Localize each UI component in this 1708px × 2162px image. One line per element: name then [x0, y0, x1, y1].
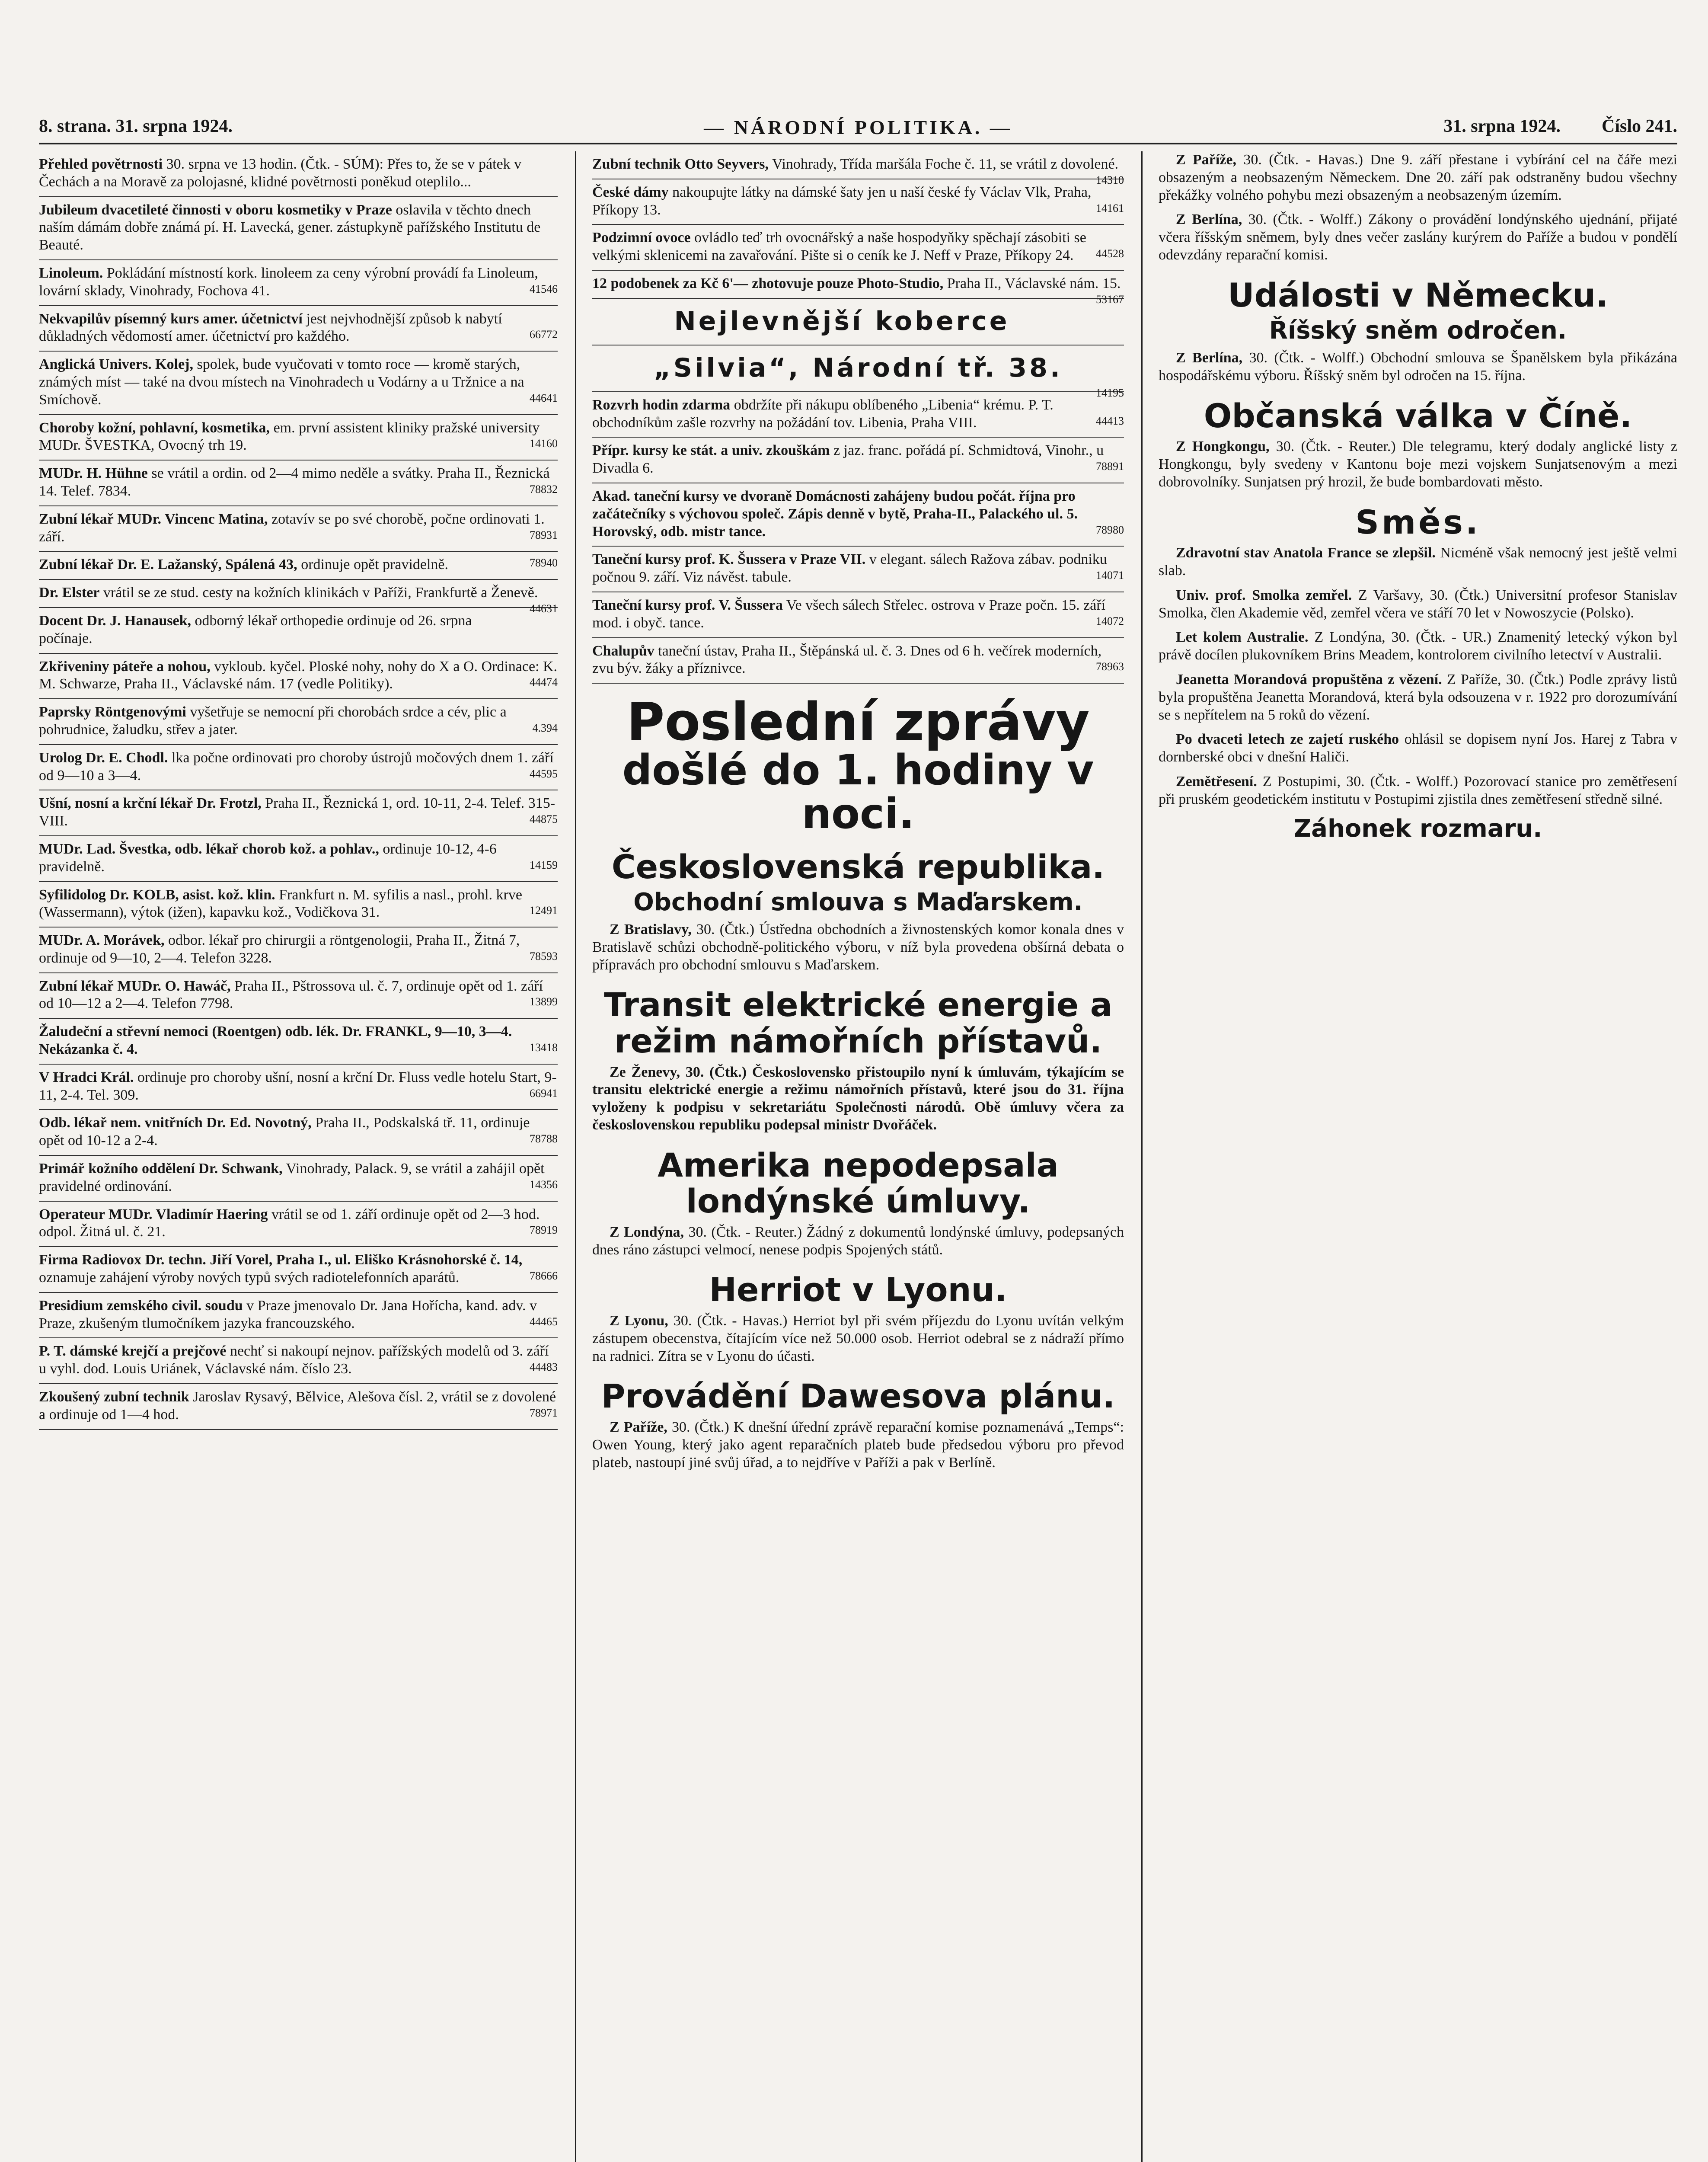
- ad-number: 66772: [530, 328, 558, 341]
- classified-ad: [592, 392, 1124, 438]
- article-paragraph: [592, 1224, 1124, 1259]
- news-item-text: Z Paříže, 30. (Čtk.) Podle zprávy listů byla propuštěna Jeanetta Morandová, která byla odsouzena v r. 1922 pro dorozumívání se s nepřítelem na 5 roků do vězení.: [1159, 671, 1677, 723]
- ad-text: zotavív se po své chorobě, počne ordinovati 1. září.: [39, 511, 545, 545]
- news-item: [1159, 671, 1677, 724]
- classified-ad: [39, 552, 558, 580]
- ad-text: Jaroslav Rysavý, Bělvice, Alešova čísl. 2, vrátil se z dovolené a ordinuje od 1—4 hod.: [39, 1389, 556, 1423]
- classified-ad: [39, 1338, 558, 1384]
- classified-ad: [592, 271, 1124, 306]
- article-paragraph: [1159, 211, 1677, 264]
- ad-text: ordinuje opět pravidelně.: [301, 556, 449, 573]
- ad-title: Odb. lékař nem. vnitřních Dr. Ed. Novotný,: [39, 1115, 312, 1131]
- ad-title: Zubní lékař Dr. E. Lažanský, Spálená 43,: [39, 556, 297, 573]
- ad-number: 12491: [530, 904, 558, 917]
- ad-title: Zkřiveniny páteře a nohou,: [39, 658, 211, 675]
- article-paragraph: [1159, 151, 1677, 204]
- news-item-text: ohlásil se dopisem nyní Jos. Harej z Tabra v dornberské obci v dnešní Haliči.: [1159, 731, 1677, 765]
- dateline: Z Bratislavy,: [610, 921, 692, 937]
- news-item-title: Zdravotní stav Anatola France se zlepšil.: [1176, 545, 1436, 561]
- classified-ad: [592, 299, 1124, 345]
- ad-headline: Nejlevnější koberce: [674, 306, 1010, 336]
- article-text: 30. (Čtk.) Ústředna obchodních a živnostenských komor konala dnes v Bratislavě schůzi obchodně-politického výboru, v níž byla provedena obšírná debata o přípravách pro obchodní smlouvu s Maďarskem.: [592, 921, 1124, 973]
- ad-title: Choroby kožní, pohlavní, kosmetika,: [39, 419, 270, 436]
- ad-number: 78832: [530, 483, 558, 496]
- ad-text: ordinuje pro choroby ušní, nosní a krční Dr. Fluss vedle hotelu Start, 9-11, 2-4. Tel. 309.: [39, 1069, 557, 1103]
- news-item-text: Z Londýna, 30. (Čtk. - UR.) Znamenitý letecký výkon byl právě docílen plukovníkem Brins Meadem, kontrolorem civilního letectví v Australii.: [1159, 629, 1677, 663]
- dateline: Z Berlína,: [1176, 349, 1243, 366]
- ad-text: jest nejvhodnější způsob k nabytí důkladných vědomostí amer. účetnictví pro každého.: [39, 310, 502, 345]
- ad-title: MUDr. A. Morávek,: [39, 932, 165, 949]
- ad-title: Taneční kursy prof. K. Šussera v Praze VII.: [592, 551, 866, 568]
- ad-text: vykloub. kyčel. Ploské nohy, nohy do X a O. Ordinace: K. M. Schwarze, Praha II., Václavské nám. 17 (vedle Politiky).: [39, 658, 558, 692]
- classified-ad: [39, 1110, 558, 1156]
- article-text: 30. (Čtk.) K dnešní úřední zprávě reparační komise poznamenává „Temps“: Owen Young, který jako agent reparačních plateb bude předsedou výboru pro převod plateb, nastoupí jiné svůj úřad, a to nejdříve v Paříži a pak v Berlíně.: [592, 1419, 1124, 1471]
- page-number: 8. strana. 31. srpna 1924.: [39, 116, 233, 136]
- ad-number: 44465: [530, 1315, 558, 1328]
- classified-ad: [592, 483, 1124, 547]
- section-heading: Transit elektrické energie a režim námořních přístavů.: [604, 985, 1112, 1060]
- classified-ad: [39, 745, 558, 791]
- classified-ad: [592, 345, 1124, 399]
- ad-number: 44631: [530, 602, 558, 615]
- ad-title: Syfilidolog Dr. KOLB, asist. kož. klin.: [39, 886, 275, 903]
- ad-number: 13899: [530, 995, 558, 1008]
- ad-title: Podzimní ovoce: [592, 230, 691, 246]
- classified-ad: [39, 1384, 558, 1430]
- ad-title: Nekvapilův písemný kurs amer. účetnictví: [39, 310, 303, 327]
- ad-number: 53167: [1096, 293, 1124, 306]
- issue-number: Číslo 241.: [1601, 116, 1677, 136]
- masthead: [39, 112, 1677, 144]
- dateline: Z Lyonu,: [610, 1313, 668, 1329]
- classified-ad: [592, 547, 1124, 592]
- ad-title: Dr. Elster: [39, 585, 100, 601]
- article-text: 30. (Čtk. - Havas.) Herriot byl při svém příjezdu do Lyonu uvítán velkým zástupem obecenstva, čítajícím více než 50.000 osob. Herriot odebral se z nádraží přímo na radnici. Zítra se v Lyonu do účasti.: [592, 1313, 1124, 1364]
- article-paragraph: [1159, 438, 1677, 491]
- ad-text: Praha II., Václavské nám. 15.: [947, 275, 1121, 291]
- sub-heading: Říšský sněm odročen.: [1269, 317, 1567, 345]
- news-item: [1159, 773, 1677, 809]
- ad-text: Ve všech sálech Střelec. ostrova v Praze počn. 15. září mod. i obyč. tance.: [592, 597, 1106, 631]
- ad-number: 44595: [530, 767, 558, 780]
- ad-text: Pokládání místností kork. linoleem za ceny výrobní provádí fa Linoleum, lovární sklady, Vinohrady, Fochova 41.: [39, 265, 538, 299]
- ad-number: 44474: [530, 676, 558, 689]
- ad-number: 44875: [530, 813, 558, 826]
- news-item: [1159, 629, 1677, 664]
- ad-title: Operateur MUDr. Vladimír Haering: [39, 1206, 268, 1222]
- ad-title: MUDr. Lad. Švestka, odb. lékař chorob kož. a pohlav.,: [39, 841, 379, 857]
- ad-text: z jaz. franc. pořádá pí. Schmidtová, Vinohr., u Divadla 6.: [592, 442, 1104, 477]
- ad-title: V Hradci Král.: [39, 1069, 134, 1085]
- ad-number: 78593: [530, 950, 558, 963]
- ad-number: 44641: [530, 391, 558, 404]
- ad-number: 78971: [530, 1406, 558, 1419]
- ad-text: vrátil se od 1. září ordinuje opět od 2—3 hod. odpol. Žitná ul. č. 21.: [39, 1206, 540, 1240]
- article-paragraph: [592, 1419, 1124, 1471]
- ad-number: 44483: [530, 1361, 558, 1374]
- classified-ad: [39, 699, 558, 745]
- ad-text: taneční ústav, Praha II., Štěpánská ul. č. 3. Dnes od 6 h. večírek moderních, zvu býv. žáky a příznivce.: [592, 643, 1102, 677]
- classified-ad: [39, 306, 558, 352]
- classified-ad: [39, 415, 558, 461]
- headline-latest-news-sub: došlé do 1. hodiny v noci.: [622, 746, 1094, 838]
- ad-text: oznamuje zahájení výroby nových typů svých radiotelefonních aparátů.: [39, 1270, 460, 1286]
- ad-title: Přehled povětrnosti: [39, 156, 163, 172]
- newspaper-title: — NÁRODNÍ POLITIKA. —: [704, 116, 1012, 138]
- classified-ad: [39, 197, 558, 260]
- ad-title: Žaludeční a střevní nemoci (Roentgen) odb. lék. Dr. FRANKL, 9—10, 3—4. Nekázanka č. 4.: [39, 1023, 512, 1058]
- article-text: 30. (Čtk. - Reuter.) Dle telegramu, který dodaly anglické listy z Hongkongu, byly svedeny v Kantonu boje mezi vojskem Sunjatsenovým a mezi dobrovolníky. Sunjatsen prý hrozil, že bude bombardovati město.: [1159, 438, 1677, 490]
- dateline: Z Berlína,: [1176, 211, 1242, 228]
- news-item-text: Z Varšavy, 30. (Čtk.) Universitní profesor Stanislav Smolka, člen Akademie věd, zemřel včera ve stáří 70 let v Nowoszycie (Polsko).: [1159, 587, 1677, 621]
- news-item-text: Z Postupimi, 30. (Čtk. - Wolff.) Pozorovací stanice pro zemětřesení při pruském geodetickém institutu v Postupimi zjistila dnes zemětřesení středně silné.: [1159, 773, 1677, 807]
- ad-number: 78666: [530, 1270, 558, 1282]
- ad-number: 41546: [530, 282, 558, 295]
- article-text: 30. (Čtk. - Wolff.) Zákony o provádění londýnského ujednání, přijaté včera říšským sněmem, byly dnes večer zaslány kurýrem do Paříže a budou v pondělí odevzdány reparační komisi.: [1159, 211, 1677, 263]
- dateline: Ze Ženevy,: [610, 1064, 680, 1080]
- classified-ad: [39, 608, 558, 654]
- ad-text: em. první assistent kliniky pražské university MUDr. ŠVESTKA, Ovocný trh 19.: [39, 419, 540, 454]
- ad-title: Chalupův: [592, 643, 654, 659]
- column-1: [39, 151, 558, 2162]
- classified-ad: [39, 973, 558, 1019]
- classified-ad: [39, 1156, 558, 1202]
- column-2: [592, 151, 1124, 2162]
- ad-number: 78788: [530, 1132, 558, 1145]
- classified-ad: [592, 438, 1124, 483]
- ad-text: nechť si nakoupí nejnov. pařížských modelů od 3. září u vyhl. dod. Louis Uriánek, Václavské nám. číslo 23.: [39, 1343, 549, 1377]
- section-heading: Provádění Dawesova plánu.: [601, 1377, 1115, 1416]
- ad-number: 14071: [1096, 569, 1124, 582]
- section-heading: Záhonek rozmaru.: [1293, 814, 1542, 843]
- news-item-title: Jeanetta Morandová propuštěna z vězení.: [1176, 671, 1442, 688]
- classified-ad: [39, 352, 558, 415]
- ad-text: Vinohrady, Palack. 9, se vrátil a zahájil opět pravidelné ordinování.: [39, 1161, 545, 1194]
- ad-number: 14195: [1096, 386, 1124, 399]
- ad-text: odborný lékař orthopedie ordinuje od 26. srpna počínaje.: [39, 612, 472, 646]
- ad-title: 12 podobenek za Kč 6'— zhotovuje pouze Photo-Studio,: [592, 275, 944, 291]
- news-item-title: Let kolem Australie.: [1176, 629, 1309, 646]
- ad-text: Praha II., Pštrossova ul. č. 7, ordinuje opět od 1. září od 10—12 a 2—4. Telefon 7798.: [39, 978, 543, 1012]
- article-text: 30. (Čtk.) Československo přistoupilo nyní k úmluvám, týkajícím se transitu elektrické energie a režimu námořních přístavů, které jsou do 31. října vyloženy k podpisu v sekretariátu Společnosti národů. Obě úmluvy včera za československou republiku podepsal ministr Dvořáček.: [592, 1064, 1124, 1133]
- classified-ad: [39, 151, 558, 197]
- ad-title: Ušní, nosní a krční lékař Dr. Frotzl,: [39, 795, 262, 812]
- ad-text: ordinuje 10-12, 4-6 pravidelně.: [39, 841, 497, 875]
- news-item-title: Univ. prof. Smolka zemřel.: [1176, 587, 1352, 603]
- classified-ad: [39, 1293, 558, 1339]
- section-heading: Amerika nepodepsala londýnské úmluvy.: [658, 1145, 1059, 1221]
- news-item: [1159, 544, 1677, 580]
- classified-ad: [39, 790, 558, 836]
- ad-text: Frankfurt n. M. syfilis a nasl., prohl. krve (Wassermann), výtok (ižen), kapavku kož., Vodičkova 31.: [39, 886, 522, 921]
- ad-title: Anglická Univers. Kolej,: [39, 356, 193, 373]
- ad-text: vrátil se ze stud. cesty na kožních klinikách v Paříži, Frankfurtě a Ženevě.: [103, 585, 538, 601]
- ad-number: 14072: [1096, 614, 1124, 627]
- ad-title: Firma Radiovox Dr. techn. Jiří Vorel, Praha I., ul. Eliško Krásnohorské č. 14,: [39, 1252, 523, 1268]
- article-text: 30. (Čtk. - Reuter.) Žádný z dokumentů londýnské úmluvy, podepsaných dnes ráno zástupci velmocí, nenese podpis Spojených států.: [592, 1224, 1124, 1258]
- ad-title: Urolog Dr. E. Chodl.: [39, 749, 168, 766]
- ad-title: Presidium zemského civil. soudu: [39, 1297, 243, 1314]
- ad-title: Zkoušený zubní technik: [39, 1389, 189, 1405]
- article-paragraph: [592, 1064, 1124, 1134]
- dateline: Z Londýna,: [610, 1224, 684, 1240]
- classified-ad: [39, 260, 558, 306]
- classified-ad: [39, 882, 558, 928]
- breaking-news-section: [592, 692, 1124, 1471]
- dateline: Z Hongkongu,: [1176, 438, 1270, 455]
- sub-heading: Obchodní smlouva s Maďarskem.: [633, 888, 1083, 917]
- headline-latest-news: Poslední zprávy: [626, 692, 1090, 753]
- article-text: 30. (Čtk. - Havas.) Dne 9. září přestane i vybírání cel na čáře mezi obsazeným a neobsazeným Německem. Dne 20. září pak odstraněny budou všechny překážky volného pohybu mezi obsazeným a neobsazeným územím.: [1159, 152, 1677, 203]
- dateline: Z Paříže,: [1176, 152, 1237, 168]
- ad-text: 30. srpna ve 13 hodin. (Čtk. - SÚM): Přes to, že se v pátek v Čechách a na Moravě za polojasné, klidné povětrnosti poněkud oteplilo...: [39, 156, 522, 190]
- ad-title: MUDr. H. Hühne: [39, 465, 148, 482]
- ad-number: 14159: [530, 858, 558, 871]
- classified-ad: [39, 927, 558, 973]
- news-item-text: Nicméně však nemocný jest ještě velmi slab.: [1159, 545, 1677, 579]
- ad-text: obdržíte při nákupu oblíbeného „Libenia“ krému. P. T. obchodníkům zašle rozvrhy na požádání tov. Libenia, Praha VIII.: [592, 397, 1054, 431]
- ad-text: spolek, bude vyučovati v tomto roce — kromě starých, známých míst — také na dvou místech na Vinohradech u Vodárny a u Tržnice a na Smíchově.: [39, 356, 524, 408]
- ad-number: 14160: [530, 437, 558, 450]
- ad-title: Linoleum.: [39, 265, 103, 281]
- section-heading: Směs.: [1355, 502, 1481, 541]
- section-heading: Události v Německu.: [1227, 275, 1609, 314]
- ad-text: nakoupujte látky na dámské šaty jen u naší české fy Václav Vlk, Praha, Příkopy 13.: [592, 184, 1092, 218]
- issue-date: 31. srpna 1924.: [1443, 116, 1561, 136]
- ad-text: v elegant. sálech Ražova zábav. podniku počnou 9. září. Viz návěst. tabule.: [592, 551, 1107, 585]
- ad-number: 4.394: [532, 721, 558, 734]
- column-divider: [575, 151, 576, 2162]
- ad-text: vyšetřuje se nemocní při chorobách srdce a cév, plic a pohrudnice, žaludku, střev a jater.: [39, 704, 507, 738]
- dateline: Z Paříže,: [610, 1419, 667, 1436]
- ad-title: Zubní lékař MUDr. Vincenc Matina,: [39, 511, 268, 527]
- news-item: [1159, 587, 1677, 622]
- classified-ad: [592, 179, 1124, 225]
- classified-ad: [592, 592, 1124, 638]
- ad-title: Taneční kursy prof. V. Šussera: [592, 597, 783, 613]
- ad-title: Rozvrh hodin zdarma: [592, 397, 731, 413]
- article-paragraph: [592, 1312, 1124, 1365]
- ad-title: Paprsky Röntgenovými: [39, 704, 186, 720]
- ad-text: Praha II., Podskalská tř. 11, ordinuje opět od 10-12 a 2-4.: [39, 1115, 530, 1149]
- ad-text: Praha II., Řeznická 1, ord. 10-11, 2-4. Telef. 315-VIII.: [39, 795, 555, 829]
- classified-ad: [592, 225, 1124, 271]
- classified-ad: [39, 1202, 558, 1247]
- ad-number: 78963: [1096, 660, 1124, 673]
- ad-number: 44528: [1096, 247, 1124, 260]
- ad-title: Přípr. kursy ke stát. a univ. zkouškám: [592, 442, 830, 459]
- article-paragraph: [592, 921, 1124, 974]
- ad-number: 14161: [1096, 201, 1124, 214]
- classified-ad: [39, 1065, 558, 1110]
- classified-ad: [39, 461, 558, 506]
- section-heading: Československá republika.: [611, 847, 1105, 886]
- news-item-title: Zemětřesení.: [1176, 773, 1257, 790]
- classified-ad: [39, 580, 558, 615]
- ad-text: odbor. lékař pro chirurgii a röntgenologii, Praha II., Žitná 7, ordinuje od 9—10, 2—4. Telefon 3228.: [39, 932, 520, 966]
- ad-number: 78940: [530, 556, 558, 569]
- ad-title: P. T. dámské krejčí a prejčové: [39, 1343, 227, 1359]
- ad-number: 14356: [530, 1178, 558, 1191]
- ad-title: Jubileum dvacetileté činnosti v oboru kosmetiky v Praze: [39, 201, 392, 218]
- ad-number: 78919: [530, 1224, 558, 1237]
- column-3: [1159, 151, 1677, 2162]
- ad-title: Docent Dr. J. Hanausek,: [39, 612, 191, 629]
- ad-number: 66941: [530, 1087, 558, 1100]
- article-text: 30. (Čtk. - Wolff.) Obchodní smlouva se Španělskem byla přikázána hospodářskému výboru. Říšský sněm byl odročen na 15. října.: [1159, 349, 1677, 384]
- section-heading: Občanská válka v Číně.: [1204, 396, 1632, 435]
- classified-ad: [39, 1019, 558, 1065]
- classified-ad: [39, 836, 558, 882]
- ad-text: lka počne ordinovati pro choroby ústrojů močových dnem 1. září od 9—10 a 3—4.: [39, 749, 554, 784]
- ad-number: 44413: [1096, 414, 1124, 427]
- ad-number: 78980: [1096, 523, 1124, 536]
- ad-title: Zubní lékař MUDr. O. Hawáč,: [39, 978, 231, 994]
- column-divider: [1141, 151, 1143, 2162]
- ad-text: Vinohrady, Třída maršála Foche č. 11, se vrátil z dovolené.: [772, 156, 1119, 172]
- ad-number: 78891: [1096, 460, 1124, 473]
- ad-number: 13418: [530, 1041, 558, 1054]
- ad-text: oslavila v těchto dnech naším dámám dobře známá pí. H. Lavecká, gener. zástupkyně pařížského Institutu de Beauté.: [39, 201, 541, 253]
- ad-text: ovládlo teď trh ovocnářský a naše hospodyňky spěchají zásobiti se velkými sklenicemi na zavařování. Pište si o ceník ke J. Neff v Praze, Příkopy 24.: [592, 230, 1086, 264]
- article-paragraph: [1159, 349, 1677, 385]
- section-heading: Herriot v Lyonu.: [709, 1270, 1007, 1309]
- column-2-ads: [592, 151, 1124, 684]
- ad-title: České dámy: [592, 184, 669, 200]
- classified-ad: [592, 151, 1124, 186]
- ad-headline: „Silvia“, Národní tř. 38.: [654, 352, 1063, 383]
- classified-ad: [39, 506, 558, 552]
- classified-ad: [39, 1247, 558, 1293]
- classified-ad: [39, 654, 558, 700]
- classified-ad: [592, 638, 1124, 684]
- ad-title: Primář kožního oddělení Dr. Schwank,: [39, 1161, 283, 1177]
- ad-text: v Praze jmenovalo Dr. Jana Hořícha, kand. adv. v Praze, zkušeným tlumočníkem jazyka francouzského.: [39, 1297, 537, 1331]
- news-item: [1159, 731, 1677, 766]
- ad-number: 78931: [530, 528, 558, 541]
- ad-title: Akad. taneční kursy ve dvoraně Domácnosti zahájeny budou počát. října pro začátečníky s výchovou společ. Zápis denně v bytě, Praha-II., Palackého ul. 5. Horovský, odb. mistr tance.: [592, 488, 1078, 540]
- news-item-title: Po dvaceti letech ze zajetí ruského: [1176, 731, 1399, 748]
- ad-title: Zubní technik Otto Seyvers,: [592, 156, 769, 172]
- ad-text: se vrátil a ordin. od 2—4 mimo neděle a svátky. Praha II., Řeznická 14. Telef. 7834.: [39, 465, 550, 499]
- ad-number: 14310: [1096, 173, 1124, 186]
